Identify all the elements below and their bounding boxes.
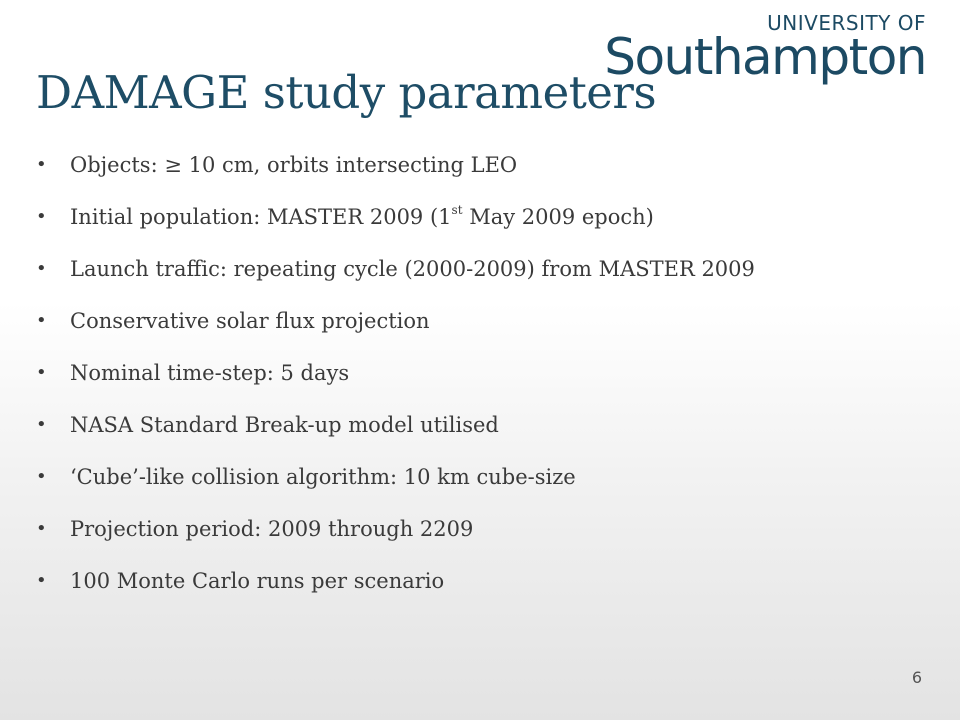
bullet-text: Launch traffic: repeating cycle (2000-2009) from MASTER 2009	[70, 257, 755, 281]
bullet-item	[36, 406, 755, 444]
bullet-marker: •	[36, 310, 47, 331]
bullet-item	[36, 562, 755, 600]
bullet-text: Projection period: 2009 through 2209	[70, 517, 474, 541]
bullet-item	[36, 302, 755, 340]
bullet-marker: •	[36, 206, 47, 227]
bullet-text: ‘Cube’-like collision algorithm: 10 km cube-size	[70, 465, 576, 489]
logo-top-line: UNIVERSITY OF	[767, 11, 926, 35]
bullet-item	[36, 510, 755, 548]
page-number: 6	[911, 668, 922, 687]
bullet-item	[36, 250, 755, 288]
bullet-marker: •	[36, 154, 47, 175]
bullet-list	[36, 146, 755, 614]
bullet-text-end: May 2009 epoch)	[462, 205, 654, 229]
bullet-marker: •	[36, 362, 47, 383]
bullet-text-start: Initial population: MASTER 2009 (1	[70, 205, 452, 229]
bullet-item	[36, 458, 755, 496]
bullet-item	[36, 354, 755, 392]
bullet-text: Objects: ≥ 10 cm, orbits intersecting LEO	[70, 153, 518, 177]
bullet-text: Conservative solar flux projection	[70, 309, 430, 333]
bullet-text: 100 Monte Carlo runs per scenario	[70, 569, 445, 593]
bullet-item	[36, 146, 755, 184]
bullet-item	[36, 198, 755, 236]
logo-wordmark: Southampton	[604, 28, 926, 86]
bullet-marker: •	[36, 414, 47, 435]
bullet-text: Nominal time-step: 5 days	[70, 361, 350, 385]
slide-title: DAMAGE study parameters	[36, 66, 657, 119]
bullet-marker: •	[36, 258, 47, 279]
bullet-text: NASA Standard Break-up model utilised	[70, 413, 499, 437]
bullet-superscript: st	[451, 203, 463, 217]
bullet-marker: •	[36, 518, 47, 539]
bullet-marker: •	[36, 466, 47, 487]
bullet-marker: •	[36, 570, 47, 591]
